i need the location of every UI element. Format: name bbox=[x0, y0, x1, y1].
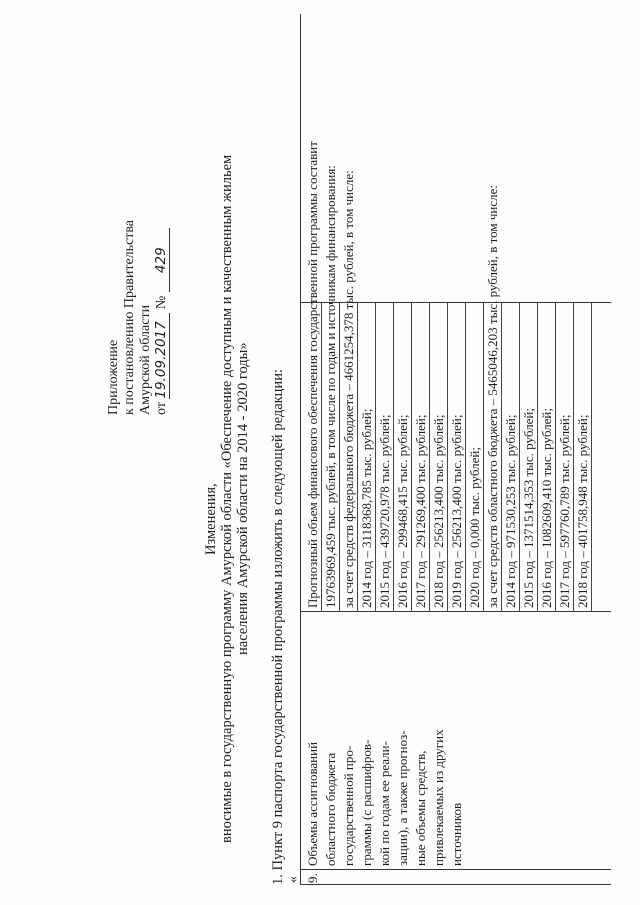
row-separator bbox=[591, 303, 592, 612]
right-cell-line: 2017 год – 291269,400 тыс. рублей; bbox=[413, 414, 428, 608]
row-separator bbox=[429, 303, 430, 612]
date-prefix: от bbox=[154, 402, 169, 415]
appendix-date-line bbox=[153, 228, 170, 415]
appendix-line-3: Амурской области bbox=[138, 304, 153, 415]
passport-table bbox=[300, 14, 611, 885]
left-cell-line: государственной про- bbox=[341, 745, 356, 866]
right-cell-line: 19763969,459 тыс. рублей, в том числе по годам и источникам финансирования: bbox=[323, 165, 338, 608]
row-separator bbox=[339, 303, 340, 612]
row-separator bbox=[501, 303, 502, 612]
heading-line-1: Изменения, bbox=[203, 483, 219, 555]
right-cell-line: 2020 год – 0,000 тыс. рублей; bbox=[467, 447, 482, 608]
row-separator bbox=[411, 303, 412, 612]
appendix-line-1: Приложение bbox=[106, 339, 121, 415]
right-cell-line: 2018 год – 256213,400 тыс. рублей; bbox=[431, 414, 446, 608]
row-separator bbox=[555, 303, 556, 612]
row-separator bbox=[393, 303, 394, 612]
number-prefix: № bbox=[154, 295, 169, 310]
right-cell-line: 2015 год – 439720,978 тыс. рублей; bbox=[377, 414, 392, 608]
row-separator bbox=[357, 303, 358, 612]
row-separator bbox=[321, 303, 322, 612]
left-cell-line: областного бюджета bbox=[323, 752, 338, 866]
right-cell-line: Прогнозный объем финансового обеспечения государственной программы составит bbox=[305, 141, 320, 608]
row-separator bbox=[573, 303, 574, 612]
right-cell-line: 2014 год – 3118368,785 тыс. рублей; bbox=[359, 408, 374, 608]
left-cell-line: граммы (с расшифров- bbox=[359, 739, 374, 866]
col-divider-2 bbox=[301, 611, 611, 612]
date-value: 19.09.2017 bbox=[154, 313, 170, 399]
right-cell-line: 2014 год – 971530,253 тыс. рублей; bbox=[503, 414, 518, 608]
row-separator bbox=[447, 303, 448, 612]
row-separator bbox=[483, 303, 484, 612]
left-cell-line: кой по годам ее реали- bbox=[377, 741, 392, 866]
row-separator bbox=[465, 303, 466, 612]
right-cell-line: 2016 год – 299468,415 тыс. рублей; bbox=[395, 414, 410, 608]
left-cell-line: источников bbox=[449, 802, 464, 866]
rotated-content bbox=[10, 15, 610, 885]
left-cell-line: ные объемы средств, bbox=[413, 750, 428, 866]
right-cell-line: за счет средств областного бюджета – 5465046,203 тыс. рублей, в том числе: bbox=[485, 184, 500, 608]
left-cell-line: зации), а также прогноз- bbox=[395, 730, 410, 866]
row-number: 9. bbox=[305, 873, 320, 883]
row-separator bbox=[519, 303, 520, 612]
row-separator bbox=[537, 303, 538, 612]
col-divider-1 bbox=[301, 869, 611, 870]
right-cell-line: 2018 год – 401758,948 тыс. рублей; bbox=[575, 414, 590, 608]
right-cell-line: за счет средств федерального бюджета – 4661254,378 тыс. рублей, в том числе: bbox=[341, 170, 356, 608]
right-cell-line: 2017 год – 597760,789 тыс. рублей; bbox=[557, 414, 572, 608]
heading-line-2: вносимые в государственную программу Амурской области «Обеспечение доступным и качественным жильем bbox=[219, 154, 235, 843]
quote-mark: « bbox=[286, 876, 301, 883]
heading-line-3: населения Амурской области на 2014 - 2020 годы» bbox=[235, 342, 251, 655]
left-cell-line: привлекаемых из других bbox=[431, 729, 446, 866]
number-value: 429 bbox=[154, 228, 170, 292]
left-cell-line: Объемы ассигнований bbox=[305, 741, 320, 866]
right-cell-line: 2015 год – 1371514,353 тыс. рублей; bbox=[521, 408, 536, 608]
row-separator bbox=[375, 303, 376, 612]
paragraph-1: 1. Пункт 9 паспорта государственной программы изложить в следующей редакции: bbox=[270, 369, 286, 885]
right-cell-line: 2016 год – 1082609,410 тыс. рублей; bbox=[539, 408, 554, 608]
right-cell-line: 2019 год – 256213,400 тыс. рублей; bbox=[449, 414, 464, 608]
appendix-line-2: к постановлению Правительства bbox=[122, 219, 137, 415]
